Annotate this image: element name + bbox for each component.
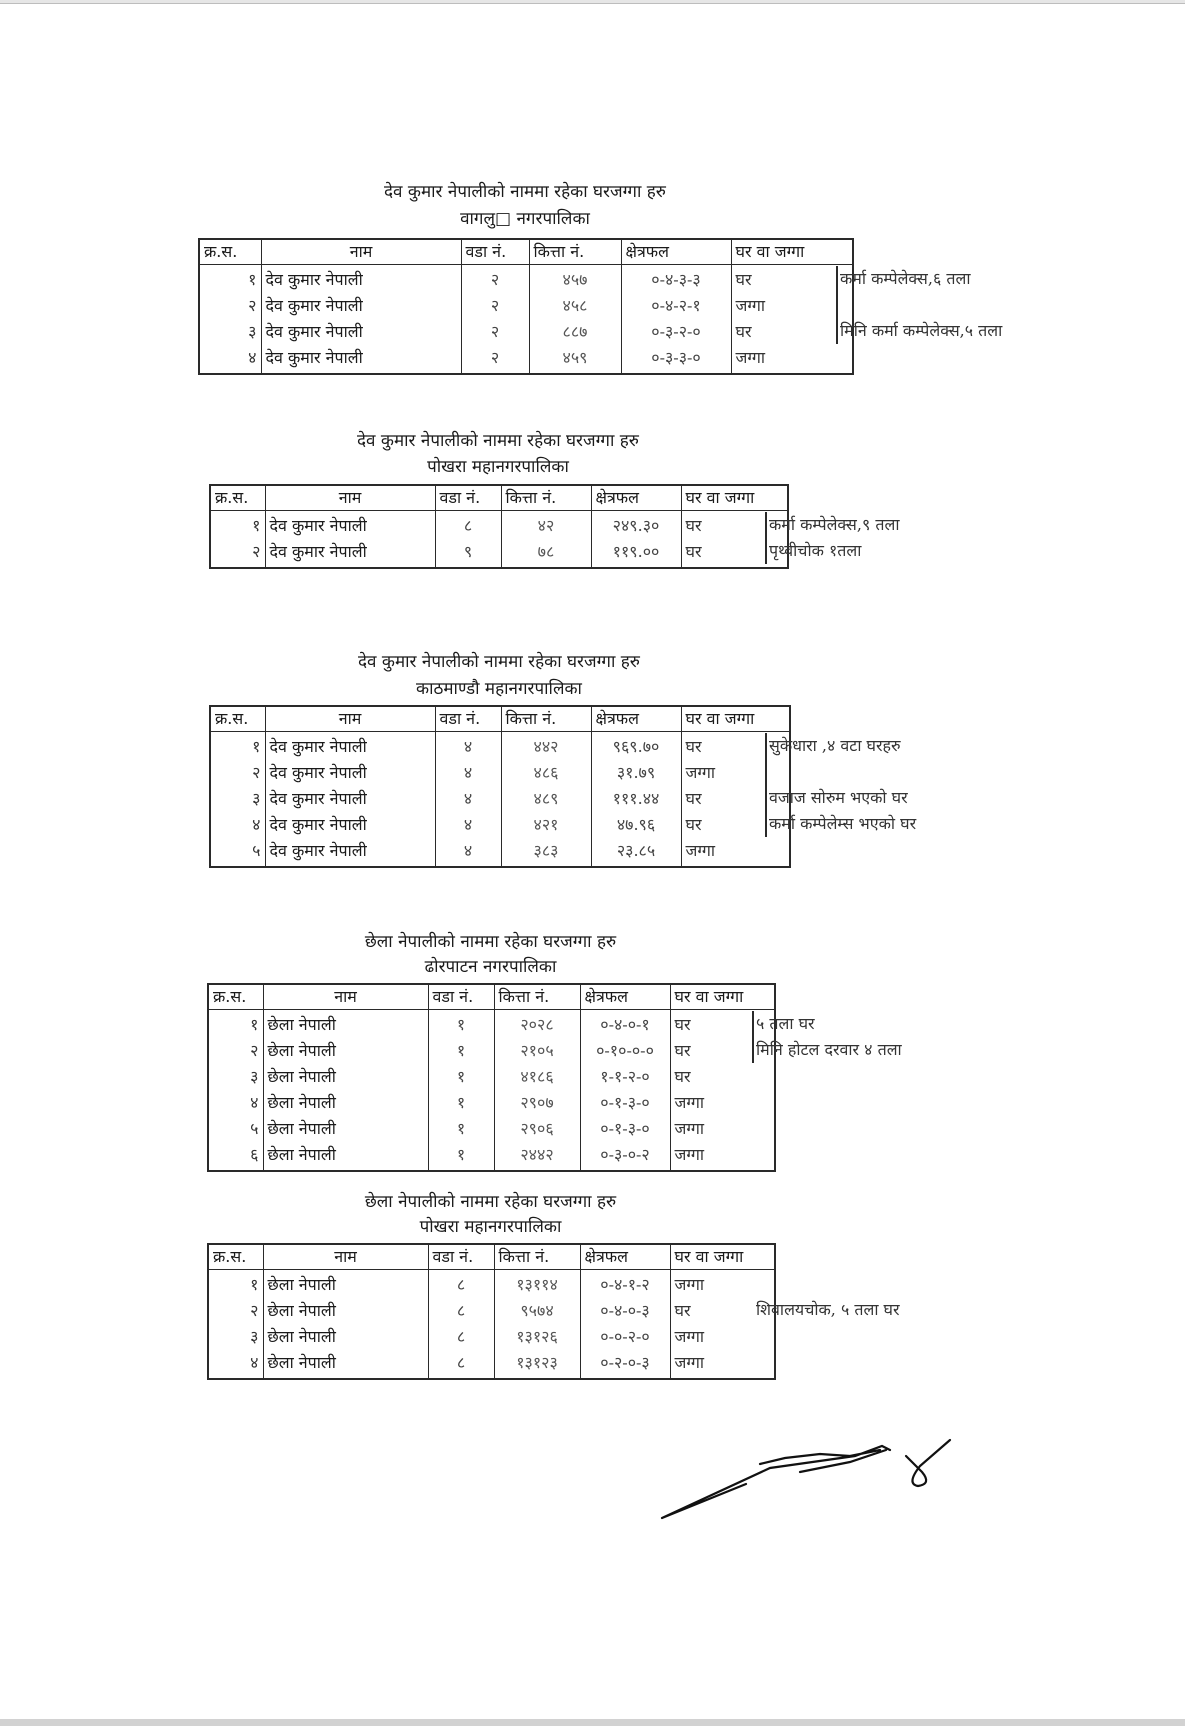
property-note: कर्मा कम्पेलेम्स भएको घर: [769, 814, 917, 833]
cell-ward: ८: [428, 1350, 494, 1379]
municipality-subtitle: पोखरा महानगरपालिका: [419, 1217, 562, 1237]
cell-sn: २: [208, 1038, 263, 1064]
municipality-subtitle: वागलु□ नगरपालिका: [460, 209, 590, 229]
cell-type: जग्गा: [681, 760, 790, 786]
property-table: [207, 983, 776, 1172]
table-row: [210, 511, 788, 540]
cell-kitta: ३८३: [501, 838, 591, 867]
table-row: [208, 1116, 775, 1142]
property-table: [207, 1243, 776, 1380]
cell-type: जग्गा: [681, 838, 790, 867]
cell-ward: ८: [428, 1270, 494, 1299]
cell-kitta: १३१२३: [494, 1350, 580, 1379]
cell-name: छेला नेपाली: [263, 1064, 428, 1090]
cell-ward: १: [428, 1010, 494, 1039]
cell-area: ०-३-०-२: [580, 1142, 670, 1171]
cell-ward: २: [461, 319, 529, 345]
table-row: [199, 345, 853, 374]
cell-sn: २: [210, 539, 265, 568]
cell-sn: १: [199, 265, 261, 294]
table-row: [208, 1350, 775, 1379]
cell-area: १-१-२-०: [580, 1064, 670, 1090]
cell-ward: ४: [435, 732, 501, 761]
column-header-area: क्षेत्रफल: [580, 1244, 670, 1270]
notes-margin-line: [765, 512, 767, 564]
cell-area: ११९.००: [591, 539, 681, 568]
cell-name: छेला नेपाली: [263, 1038, 428, 1064]
column-header-type: घर वा जग्गा: [681, 485, 788, 511]
cell-area: १११.४४: [591, 786, 681, 812]
column-header-type: घर वा जग्गा: [681, 706, 790, 732]
table-row: [208, 1298, 775, 1324]
cell-sn: २: [210, 760, 265, 786]
cell-sn: २: [199, 293, 261, 319]
cell-type: घर: [670, 1064, 775, 1090]
cell-ward: ८: [435, 511, 501, 540]
cell-area: २४९.३०: [591, 511, 681, 540]
cell-area: ०-४-१-२: [580, 1270, 670, 1299]
cell-ward: ४: [435, 838, 501, 867]
table-row: [210, 812, 790, 838]
column-header-ward: वडा नं.: [461, 239, 529, 265]
property-note: सुकेधारा ,४ वटा घरहरु: [769, 736, 901, 755]
table-row: [208, 1064, 775, 1090]
cell-kitta: ४४२: [501, 732, 591, 761]
column-header-kitta: कित्ता नं.: [501, 485, 591, 511]
cell-area: ०-४-०-१: [580, 1010, 670, 1039]
cell-kitta: ७८: [501, 539, 591, 568]
cell-sn: १: [208, 1010, 263, 1039]
cell-ward: १: [428, 1142, 494, 1171]
cell-ward: ४: [435, 760, 501, 786]
cell-type: घर: [681, 812, 790, 838]
page-top-edge: [0, 0, 1185, 4]
cell-type: जग्गा: [670, 1324, 775, 1350]
cell-area: ०-३-२-०: [621, 319, 731, 345]
column-header-name: नाम: [265, 485, 435, 511]
cell-kitta: २९०७: [494, 1090, 580, 1116]
signature-stroke: [662, 1446, 890, 1518]
cell-type: जग्गा: [670, 1270, 775, 1299]
section-title: देव कुमार नेपालीको नाममा रहेका घरजग्गा हरु: [357, 431, 639, 451]
table-header-row: [210, 485, 788, 511]
cell-name: देव कुमार नेपाली: [265, 539, 435, 568]
cell-kitta: २९०६: [494, 1116, 580, 1142]
cell-sn: ३: [199, 319, 261, 345]
cell-sn: २: [208, 1298, 263, 1324]
municipality-subtitle: काठमाण्डौ महानगरपालिका: [416, 679, 582, 699]
table-row: [208, 1270, 775, 1299]
signature: [650, 1420, 970, 1530]
cell-kitta: १३१२६: [494, 1324, 580, 1350]
property-table: [209, 705, 791, 868]
cell-ward: २: [461, 293, 529, 319]
cell-type: जग्गा: [670, 1090, 775, 1116]
cell-ward: ८: [428, 1324, 494, 1350]
cell-kitta: ४५७: [529, 265, 621, 294]
column-header-sn: क्र.स.: [210, 485, 265, 511]
cell-name: छेला नेपाली: [263, 1350, 428, 1379]
cell-type: घर: [731, 265, 853, 294]
cell-type: जग्गा: [670, 1350, 775, 1379]
column-header-sn: क्र.स.: [208, 984, 263, 1010]
municipality-subtitle: ढोरपाटन नगरपालिका: [424, 957, 557, 977]
column-header-area: क्षेत्रफल: [591, 485, 681, 511]
cell-sn: ५: [210, 838, 265, 867]
property-note: कर्मा कम्पेलेक्स,६ तला: [840, 269, 971, 288]
cell-sn: ६: [208, 1142, 263, 1171]
cell-type: घर: [681, 511, 788, 540]
cell-ward: १: [428, 1090, 494, 1116]
column-header-kitta: कित्ता नं.: [494, 1244, 580, 1270]
cell-ward: २: [461, 265, 529, 294]
cell-name: देव कुमार नेपाली: [265, 786, 435, 812]
column-header-sn: क्र.स.: [208, 1244, 263, 1270]
cell-sn: ४: [208, 1090, 263, 1116]
cell-type: घर: [681, 786, 790, 812]
cell-ward: ४: [435, 812, 501, 838]
column-header-ward: वडा नं.: [428, 984, 494, 1010]
cell-area: ९६९.७०: [591, 732, 681, 761]
section-title: छेला नेपालीको नाममा रहेका घरजग्गा हरु: [364, 932, 617, 952]
column-header-area: क्षेत्रफल: [621, 239, 731, 265]
cell-kitta: २०२८: [494, 1010, 580, 1039]
column-header-type: घर वा जग्गा: [670, 1244, 775, 1270]
property-note: ५ तला घर: [756, 1014, 815, 1033]
cell-name: छेला नेपाली: [263, 1010, 428, 1039]
cell-area: ०-२-०-३: [580, 1350, 670, 1379]
table-header-row: [199, 239, 853, 265]
cell-type: घर: [670, 1038, 775, 1064]
column-header-area: क्षेत्रफल: [580, 984, 670, 1010]
cell-kitta: ४८६: [501, 760, 591, 786]
cell-sn: ३: [210, 786, 265, 812]
cell-name: छेला नेपाली: [263, 1298, 428, 1324]
cell-name: देव कुमार नेपाली: [261, 293, 461, 319]
cell-kitta: ४१८६: [494, 1064, 580, 1090]
cell-type: जग्गा: [731, 293, 853, 319]
table-row: [208, 1038, 775, 1064]
cell-name: देव कुमार नेपाली: [265, 732, 435, 761]
table-row: [210, 760, 790, 786]
cell-name: देव कुमार नेपाली: [265, 760, 435, 786]
cell-name: देव कुमार नेपाली: [265, 511, 435, 540]
cell-sn: ४: [199, 345, 261, 374]
cell-kitta: ४२: [501, 511, 591, 540]
cell-ward: २: [461, 345, 529, 374]
cell-type: जग्गा: [670, 1116, 775, 1142]
notes-margin-line: [836, 266, 838, 344]
cell-name: छेला नेपाली: [263, 1116, 428, 1142]
table-header-row: [208, 984, 775, 1010]
cell-area: ०-४-२-१: [621, 293, 731, 319]
cell-kitta: १३११४: [494, 1270, 580, 1299]
table-row: [208, 1142, 775, 1171]
cell-ward: ४: [435, 786, 501, 812]
table-header-row: [208, 1244, 775, 1270]
cell-area: ३१.७९: [591, 760, 681, 786]
cell-name: देव कुमार नेपाली: [265, 812, 435, 838]
section-title: देव कुमार नेपालीको नाममा रहेका घरजग्गा हरु: [384, 182, 666, 202]
column-header-type: घर वा जग्गा: [731, 239, 853, 265]
cell-kitta: २४४२: [494, 1142, 580, 1171]
cell-area: ०-१०-०-०: [580, 1038, 670, 1064]
cell-ward: १: [428, 1038, 494, 1064]
property-table: [209, 484, 789, 569]
cell-sn: १: [210, 511, 265, 540]
cell-area: ०-४-०-३: [580, 1298, 670, 1324]
cell-name: छेला नेपाली: [263, 1324, 428, 1350]
property-note: शिवालयचोक, ५ तला घर: [756, 1300, 900, 1319]
property-table: [198, 238, 854, 375]
cell-kitta: ४२१: [501, 812, 591, 838]
property-note: वजाज सोरुम भएको घर: [769, 788, 908, 807]
cell-kitta: ४५८: [529, 293, 621, 319]
cell-sn: ४: [210, 812, 265, 838]
cell-kitta: २१०५: [494, 1038, 580, 1064]
cell-name: देव कुमार नेपाली: [265, 838, 435, 867]
cell-area: ०-१-३-०: [580, 1116, 670, 1142]
notes-margin-line: [765, 733, 767, 837]
cell-area: ०-०-२-०: [580, 1324, 670, 1350]
cell-sn: ४: [208, 1350, 263, 1379]
cell-kitta: ८८७: [529, 319, 621, 345]
cell-name: छेला नेपाली: [263, 1090, 428, 1116]
column-header-name: नाम: [263, 984, 428, 1010]
table-row: [199, 319, 853, 345]
cell-name: छेला नेपाली: [263, 1270, 428, 1299]
cell-area: ०-४-३-३: [621, 265, 731, 294]
cell-ward: १: [428, 1116, 494, 1142]
cell-sn: ५: [208, 1116, 263, 1142]
cell-area: ४७.९६: [591, 812, 681, 838]
cell-type: घर: [731, 319, 853, 345]
table-row: [210, 732, 790, 761]
cell-kitta: ४८९: [501, 786, 591, 812]
cell-sn: १: [208, 1270, 263, 1299]
section-title: देव कुमार नेपालीको नाममा रहेका घरजग्गा हरु: [358, 652, 640, 672]
cell-area: ०-१-३-०: [580, 1090, 670, 1116]
cell-kitta: ४५९: [529, 345, 621, 374]
cell-type: जग्गा: [731, 345, 853, 374]
column-header-sn: क्र.स.: [199, 239, 261, 265]
table-header-row: [210, 706, 790, 732]
cell-area: ०-३-३-०: [621, 345, 731, 374]
cell-kitta: ९५७४: [494, 1298, 580, 1324]
cell-type: घर: [681, 732, 790, 761]
cell-type: घर: [670, 1010, 775, 1039]
table-row: [199, 265, 853, 294]
column-header-type: घर वा जग्गा: [670, 984, 775, 1010]
cell-sn: १: [210, 732, 265, 761]
column-header-kitta: कित्ता नं.: [501, 706, 591, 732]
column-header-kitta: कित्ता नं.: [494, 984, 580, 1010]
table-row: [208, 1090, 775, 1116]
cell-type: घर: [670, 1298, 775, 1324]
cell-area: २३.८५: [591, 838, 681, 867]
property-note: कर्मा कम्पेलेक्स,९ तला: [769, 515, 900, 534]
column-header-name: नाम: [263, 1244, 428, 1270]
cell-ward: ९: [435, 539, 501, 568]
column-header-ward: वडा नं.: [435, 485, 501, 511]
cell-name: छेला नेपाली: [263, 1142, 428, 1171]
cell-ward: १: [428, 1064, 494, 1090]
table-row: [208, 1324, 775, 1350]
cell-name: देव कुमार नेपाली: [261, 265, 461, 294]
column-header-sn: क्र.स.: [210, 706, 265, 732]
table-row: [210, 838, 790, 867]
table-row: [208, 1010, 775, 1039]
column-header-name: नाम: [265, 706, 435, 732]
page-bottom-edge: [0, 1719, 1185, 1726]
cell-type: घर: [681, 539, 788, 568]
table-row: [199, 293, 853, 319]
table-row: [210, 539, 788, 568]
column-header-ward: वडा नं.: [435, 706, 501, 732]
section-title: छेला नेपालीको नाममा रहेका घरजग्गा हरु: [364, 1192, 617, 1212]
notes-margin-line: [752, 1011, 754, 1063]
cell-sn: ३: [208, 1324, 263, 1350]
cell-ward: ८: [428, 1298, 494, 1324]
cell-sn: ३: [208, 1064, 263, 1090]
column-header-area: क्षेत्रफल: [591, 706, 681, 732]
municipality-subtitle: पोखरा महानगरपालिका: [427, 457, 569, 477]
property-note: पृथ्वीचोक १तला: [769, 541, 862, 560]
cell-name: देव कुमार नेपाली: [261, 345, 461, 374]
table-row: [210, 786, 790, 812]
cell-type: जग्गा: [670, 1142, 775, 1171]
column-header-ward: वडा नं.: [428, 1244, 494, 1270]
signature-flourish: [906, 1440, 950, 1486]
column-header-name: नाम: [261, 239, 461, 265]
property-note: मिनि कर्मा कम्पेलेक्स,५ तला: [840, 321, 1003, 340]
property-note: मिनि होटल दरवार ४ तला: [756, 1040, 902, 1059]
cell-name: देव कुमार नेपाली: [261, 319, 461, 345]
column-header-kitta: कित्ता नं.: [529, 239, 621, 265]
